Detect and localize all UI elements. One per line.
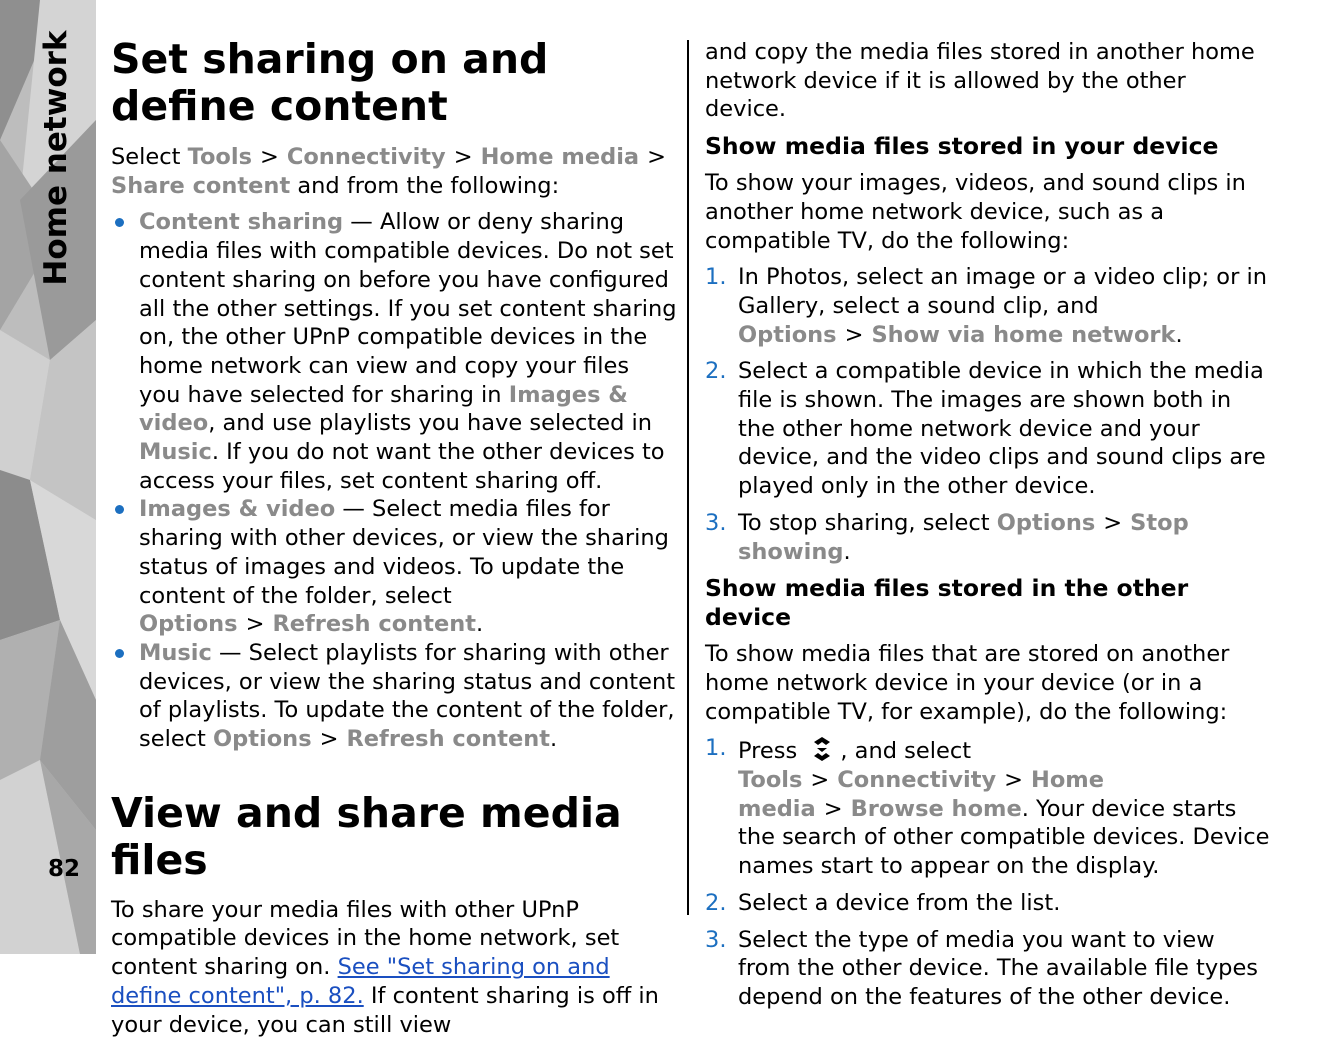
list-item: 1. Press , and select Tools > Connectivity > Home media > Browse home. Your device starts the search of other compatible devices. Device names start to appear on the display. — [705, 735, 1270, 880]
heading-view-share: View and share media files — [111, 788, 622, 884]
section-tab-label: Home network — [38, 30, 74, 286]
list-item: 2. Select a device from the list. — [705, 889, 1061, 916]
cross-reference-link[interactable]: See "Set sharing on and define content", p. 82. — [111, 954, 610, 1009]
heading-show-other-device: Show media files stored in the other device — [705, 574, 1189, 632]
menu-share-content: Share content — [111, 172, 291, 199]
term-content-sharing: Content sharing — [139, 209, 344, 236]
page-number: 82 — [48, 856, 81, 882]
list-item: 2. Select a compatible device in which the media file is shown. The images are shown both in the other home network device and your device, and the video clips and sound clips are played only in the other device. — [705, 358, 1266, 500]
heading-set-sharing: Set sharing on and define content — [111, 35, 549, 130]
steps-show-other — [705, 734, 1270, 1011]
options-list — [111, 208, 677, 753]
menu-key-icon — [810, 734, 834, 764]
show-device-paragraph: To show your images, videos, and sound clips in another home network device, such as a compatible TV, do the following: — [705, 170, 1246, 254]
term-images-video: Images & video — [139, 496, 336, 523]
list-item: 3. To stop sharing, select Options > Stop showing. — [705, 509, 1189, 565]
list-item: 1. In Photos, select an image or a video clip; or in Gallery, select a sound clip, and Options > Show via home network. — [705, 264, 1267, 348]
sidebar — [0, 0, 96, 954]
right-column — [705, 38, 1270, 1020]
menu-home-media: Home media — [480, 144, 640, 170]
intro-paragraph: Select Tools > Connectivity > Home media > Share content and from the following: — [111, 144, 666, 199]
menu-connectivity: Connectivity — [286, 144, 446, 170]
list-item: Music — Select playlists for sharing with other devices, or view the sharing status and content of playlists. To update the content of the folder, select Options > Refresh content. — [111, 639, 677, 754]
left-column — [111, 36, 677, 1047]
column-divider — [687, 40, 689, 915]
share-paragraph: To share your media files with other UPnP compatible devices in the home network, set content sharing on. See "Set sharing on and define content", p. 82. If content sharing is off in your device, you can still view — [111, 896, 659, 1038]
bullet-icon — [115, 218, 124, 227]
heading-show-in-device: Show media files stored in your device — [705, 132, 1219, 161]
menu-tools: Tools — [187, 144, 252, 170]
continued-paragraph: and copy the media files stored in another home network device if it is allowed by the other device. — [705, 39, 1255, 123]
steps-show-device — [705, 263, 1270, 566]
term-music: Music — [139, 639, 212, 666]
list-item: Content sharing — Allow or deny sharing media files with compatible devices. Do not set content sharing on before you have configured all the other settings. If you set content sharing on, the other UPnP compatible devices in the home network can view and copy your files you have selected for sharing in Images & video, and use playlists you have selected in Music. If you do not want the other devices to access your files, set content sharing off. — [111, 208, 677, 495]
bullet-icon — [115, 505, 124, 514]
show-other-paragraph: To show media files that are stored on another home network device in your device (or in a compatible TV, for example), do the following: — [705, 641, 1230, 725]
list-item: Images & video — Select media files for sharing with other devices, or view the sharing status of images and videos. To update the content of the folder, select Options > Refresh content. — [111, 495, 677, 639]
list-item: 3. Select the type of media you want to view from the other device. The available file types depend on the features of the other device. — [705, 926, 1259, 1010]
bullet-icon — [115, 649, 124, 658]
